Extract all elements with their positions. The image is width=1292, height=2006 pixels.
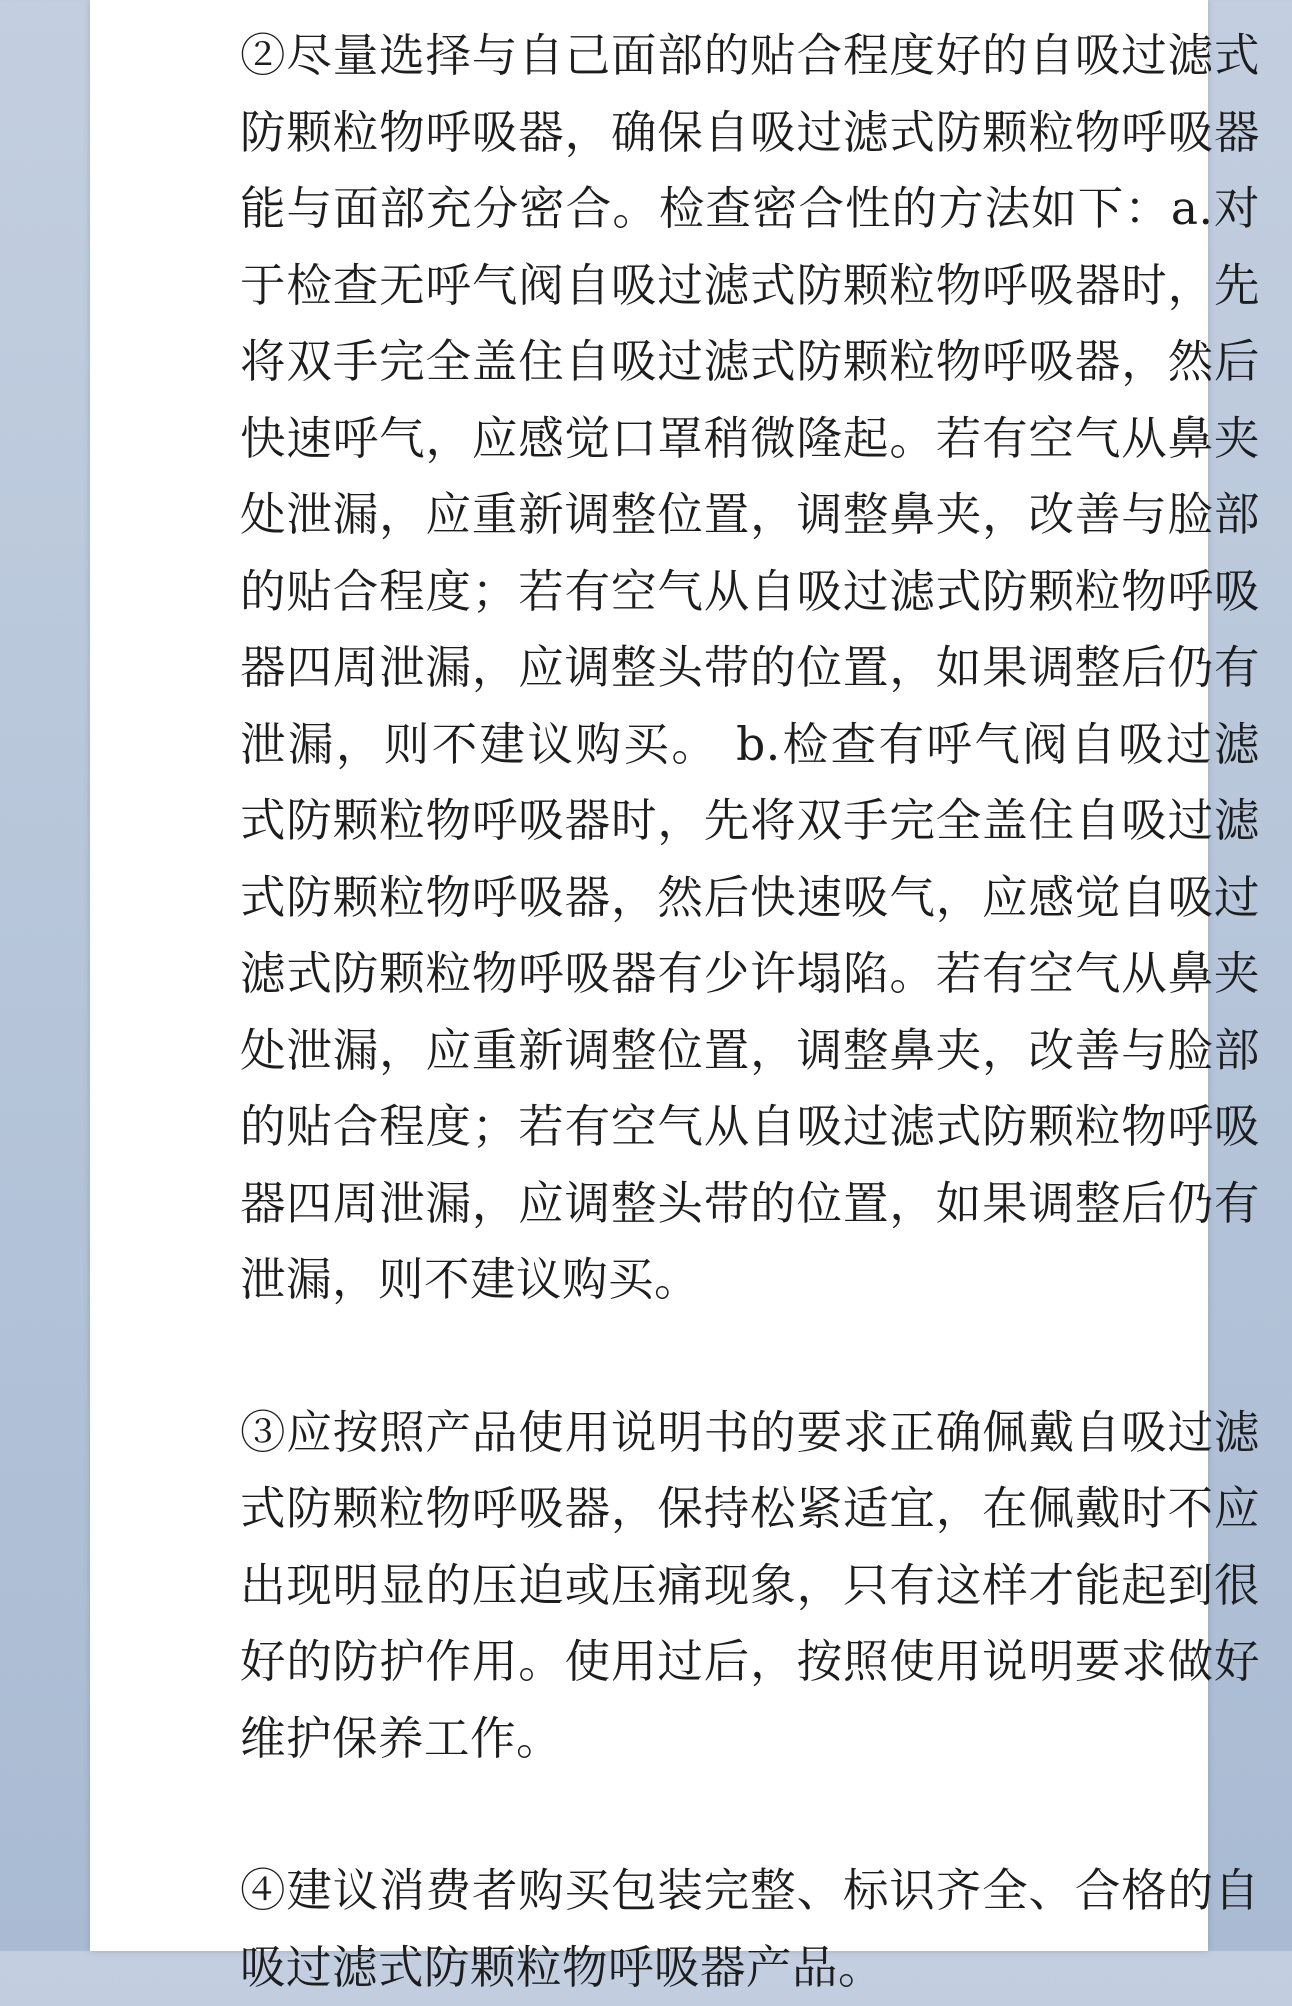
paragraph-4-purchase-advice: ④建议消费者购买包装完整、标识齐全、合格的自吸过滤式防颗粒物呼吸器产品。 bbox=[240, 1864, 1260, 1994]
document-page bbox=[90, 0, 1260, 1994]
document-body bbox=[240, 18, 1260, 1994]
paragraph-3-proper-wearing: ③应按照产品使用说明书的要求正确佩戴自吸过滤式防颗粒物呼吸器，保持松紧适宜，在佩戴时不应出现明显的压迫或压痛现象，只有这样才能起到很好的防护作用。使用过后，按照使用说明要求做好维护保养工作。 bbox=[240, 1405, 1260, 1765]
paragraph-spacer bbox=[240, 1319, 1260, 1395]
paragraph-spacer bbox=[240, 1777, 1260, 1853]
paragraph-2-fit-check: ②尽量选择与自己面部的贴合程度好的自吸过滤式防颗粒物呼吸器，确保自吸过滤式防颗粒物呼吸器能与面部充分密合。检查密合性的方法如下：a.对于检查无呼气阀自吸过滤式防颗粒物呼吸器时，先将双手完全盖住自吸过滤式防颗粒物呼吸器，然后快速呼气，应感觉口罩稍微隆起。若有空气从鼻夹处泄漏，应重新调整位置，调整鼻夹，改善与脸部的贴合程度；若有空气从自吸过滤式防颗粒物呼吸器四周泄漏，应调整头带的位置，如果调整后仍有泄漏，则不建议购买。 b.检查有呼气阀自吸过滤式防颗粒物呼吸器时，先将双手完全盖住自吸过滤式防颗粒物呼吸器，然后快速吸气，应感觉自吸过滤式防颗粒物呼吸器有少许塌陷。若有空气从鼻夹处泄漏，应重新调整位置，调整鼻夹，改善与脸部的贴合程度；若有空气从自吸过滤式防颗粒物呼吸器四周泄漏，应调整头带的位置，如果调整后仍有泄漏，则不建议购买。 bbox=[240, 29, 1260, 1306]
